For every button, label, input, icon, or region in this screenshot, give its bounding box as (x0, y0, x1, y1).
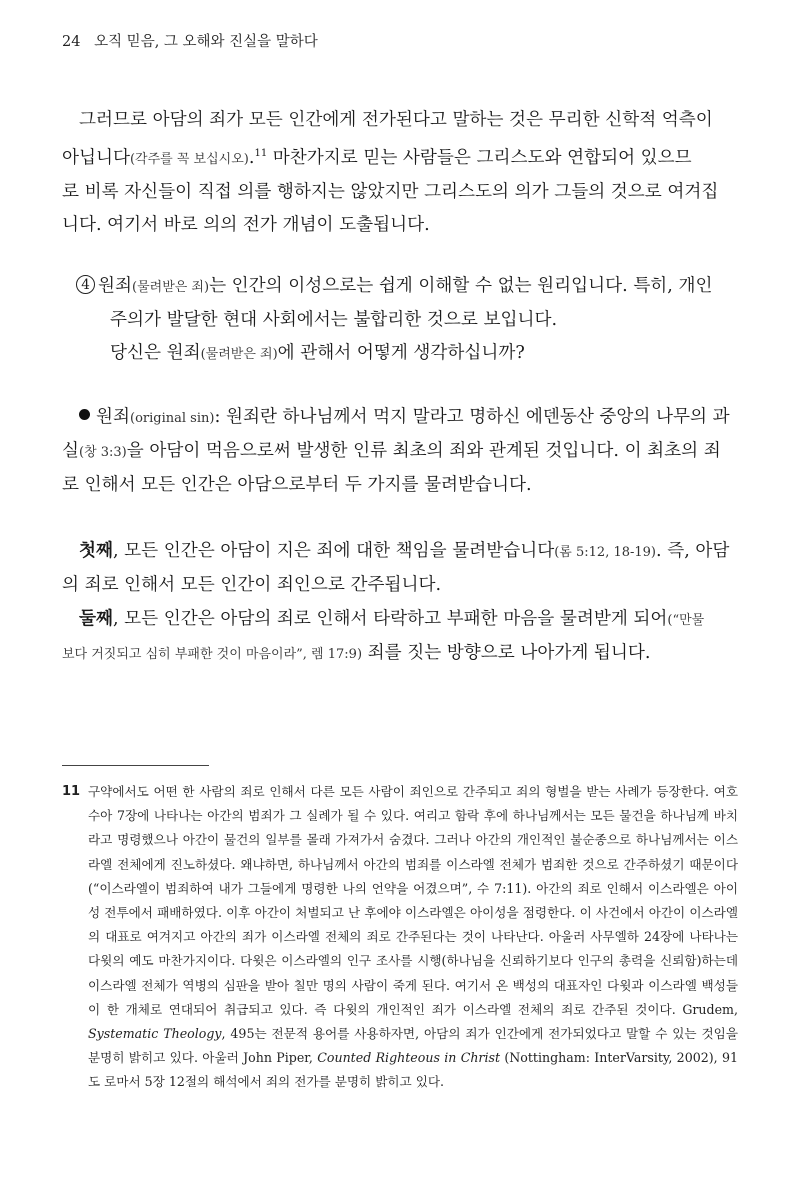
footnote-ref[interactable]: 11 (254, 148, 268, 159)
definition-original-sin (62, 401, 738, 502)
discussion-question (76, 270, 736, 371)
footnote-11 (62, 780, 738, 1095)
def-line2: 실(창 3:3)을 아담이 먹음으로써 발생한 인류 최초의 죄와 관계된 것입니다. 이 최초의 죄 (62, 441, 721, 461)
first-label: 첫째 (79, 540, 113, 561)
second-point-line1: 둘째, 모든 인간은 아담의 죄로 인해서 타락하고 부패한 마음을 물려받게 되어(“만물 (79, 608, 705, 629)
footnote-body: 구약에서도 어떤 한 사람의 죄로 인해서 다른 모든 사람이 죄인으로 간주되고 죄의 형벌을 받는 사례가 등장한다. 여호수아 7장에 나타나는 아간의 범죄가 그 실례가 될 수 있다. 여리고 함락 후에 하나님께서는 모든 물건을 하나님께 바치라고 명령했으나 아간이 물건의 일부를 몰래 가져가서 숨겼다. 그러나 아간의 개인적인 불순종으로 하나님께서는 이스라엘 전체에게 진노하셨다. 왜냐하면, 하나님께서 아간의 범죄를 이스라엘 전체가 범죄한 것으로 간주하셨기 때문이다(“이스라엘이 범죄하여 내가 그들에게 명령한 나의 언약을 어겼으며”, 수 7:11). 아간의 죄로 인해서 이스라엘은 아이성 전투에서 패배하였다. 이후 아간이 처벌되고 난 후에야 이스라엘은 아이성을 점령한다. 이 사건에서 아간이 이스라엘의 대표로 여겨지고 아간의 죄가 이스라엘 전체의 죄로 간주된다는 것이 나타난다. 아울러 사무엘하 24장에 나타나는 다윗의 예도 마찬가지이다. 다윗은 이스라엘의 인구 조사를 시행(하나님을 신뢰하기보다 인구의 총력을 신뢰함)하는데 이스라엘 전체가 역병의 심판을 받아 칠만 명의 사람이 죽게 된다. 여기서 온 백성의 대표자인 다윗과 이스라엘 백성들이 한 개체로 연대되어 취급되고 있다. 즉 다윗의 개인적인 죄가 이스라엘 전체의 죄로 간주된 것이다. Grudem, Systematic Theology, 495는 전문적 용어를 사용하자면, 아담의 죄가 인간에게 전가되었다고 말할 수 있는 것임을 분명히 밝히고 있다. 아울러 John Piper, Counted Righteous in Christ (Nottingham: InterVarsity, 2002), 91도 로마서 5장 12절의 해석에서 죄의 전가를 분명히 밝히고 있다. (88, 784, 738, 1090)
para1-line2: 아닙니다(각주를 꼭 보십시오).$^{11}$ 마찬가지로 믿는 사람들은 그리스도와 연합되어 있으므 (62, 147, 692, 168)
book-title-counted-righteous: Counted Righteous in Christ (317, 1050, 501, 1066)
para1-line1: 그러므로 아담의 죄가 모든 인간에게 전가된다고 말하는 것은 무리한 신학적 억측이 (79, 110, 713, 130)
second-label: 둘째 (79, 608, 113, 629)
def-line1: 원죄(original sin): 원죄란 하나님께서 먹지 말라고 명하신 에덴동산 중앙의 나무의 과 (62, 401, 738, 435)
para1-line3: 로 비록 자신들이 직접 의를 행하지는 않았지만 그리스도의 의가 그들의 것으로 여겨집 (62, 181, 719, 202)
first-point-line1: 첫째, 모든 인간은 아담이 지은 죄에 대한 책임을 물려받습니다(롬 5:12, 18-19). 즉, 아담 (79, 540, 730, 561)
first-point-line2: 의 죄로 인해서 모든 인간이 죄인으로 간주됩니다. (62, 575, 442, 595)
question-line1: 4 원죄(물려받은 죄)는 인간의 이성으로는 쉽게 이해할 수 없는 원리입니다. 특히, 개인 (76, 270, 736, 304)
running-header (62, 30, 318, 51)
paragraph-imputation (62, 104, 738, 242)
page-number: 24 (62, 34, 81, 50)
book-title-systematic-theology: Systematic Theology (88, 1026, 222, 1042)
second-point-line2: 보다 거짓되고 심히 부패한 것이 마음이라”, 렘 17:9) 죄를 짓는 방향으로 나아가게 됩니다. (62, 643, 651, 663)
footnote-number: 11 (62, 784, 81, 799)
book-title: 오직 믿음, 그 오해와 진실을 말하다 (94, 34, 318, 50)
def-line3: 로 인해서 모든 인간은 아담으로부터 두 가지를 물려받습니다. (62, 475, 532, 495)
question-line3: 당신은 원죄(물려받은 죄)에 관해서 어떻게 생각하십니까? (110, 343, 525, 363)
footnote-divider (62, 765, 209, 766)
parenthetical-note: (각주를 꼭 보십시오) (129, 151, 249, 167)
para1-line4: 니다. 여기서 바로 의의 전가 개념이 도출됩니다. (62, 214, 430, 235)
question-line2: 주의가 발달한 현대 사회에서는 불합리한 것으로 보입니다. (110, 310, 558, 330)
inherited-points (62, 534, 738, 671)
circled-number-marker: 4 (76, 275, 95, 294)
bullet-icon (79, 409, 90, 420)
